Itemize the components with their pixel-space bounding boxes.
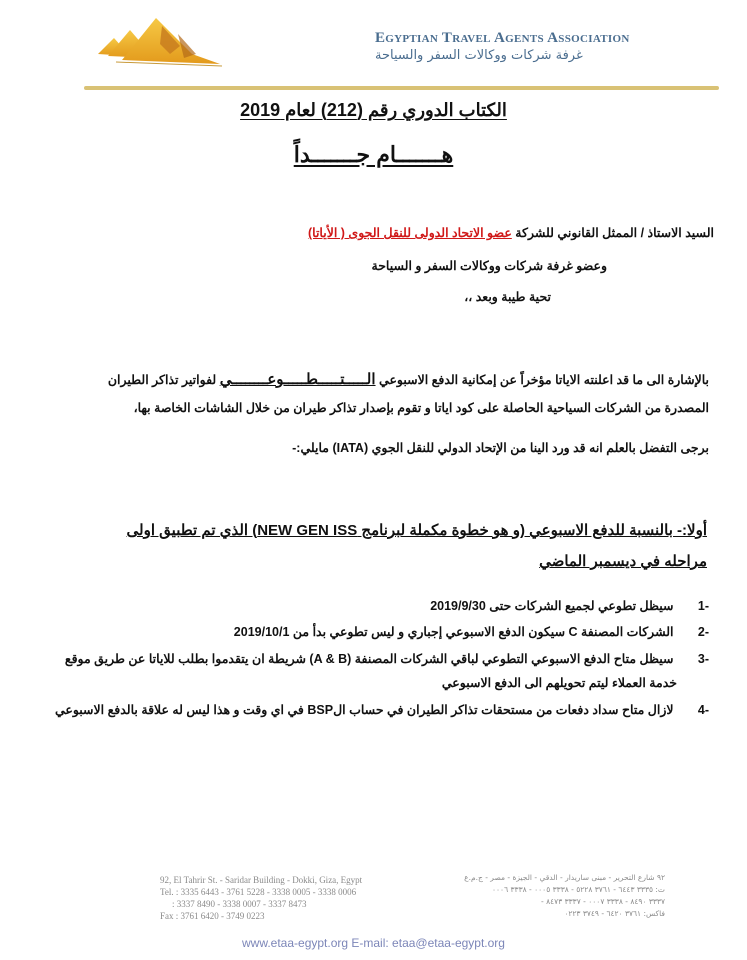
- footer-address-ar: ٩٢ شارع التحرير - مبنى ساريدار - الدقي - الجيزة - مصر - ج.م.ع: [464, 873, 665, 882]
- section-heading-line-1: أولا:- بالنسبة للدفع الاسبوعي (و هو خطوة مكملة لبرنامج NEW GEN ISS) الذي تم تطبيق اولى: [126, 522, 707, 539]
- list-item: [65, 651, 709, 666]
- item-text: الشركات المصنفة C سيكون الدفع الاسبوعي إجباري و ليس تطوعي بدأ من 2019/10/1: [233, 625, 674, 639]
- list-item-continuation: خدمة العملاء ليتم تحويلهم الى الدفع الاسبوعي: [441, 676, 677, 690]
- section-heading-line-2: مراحله في ديسمبر الماضي: [539, 553, 707, 570]
- list-item: [430, 598, 709, 613]
- p1-text-b: لفواتير تذاكر الطيران: [107, 373, 217, 387]
- importance-heading: هـــــــام جـــــــداً: [293, 142, 454, 167]
- iata-member-highlight: عضو الاتحاد الدولى للنقل الجوى ( الأياتا): [307, 226, 512, 240]
- greeting: تحية طيبة وبعد ،،: [464, 290, 551, 304]
- salutation-line-2: وعضو غرفة شركات ووكالات السفر و السياحة: [371, 259, 607, 273]
- item-number: -2: [697, 625, 709, 639]
- paragraph-1-line-2: المصدرة من الشركات السياحية الحاصلة على كود اياتا و تقوم بإصدار تذاكر طيران من خلال الشاشات الخاصة بها،: [133, 401, 709, 415]
- item-number: -3: [697, 652, 709, 666]
- footer-tel-en-2: : 3337 8490 - 3338 0007 - 3337 8473: [172, 899, 307, 909]
- pyramids-logo-icon: [96, 14, 231, 70]
- footer-web-email[interactable]: www.etaa-egypt.org E-mail: etaa@etaa-egypt.org: [242, 936, 505, 950]
- circular-title: الكتاب الدوري رقم (212) لعام 2019: [240, 100, 507, 120]
- item-text: سيظل متاح الدفع الاسبوعي التطوعي لباقي الشركات المصنفة (A & B) شريطة ان يتقدموا بطلب للاياتا عن طريق موقع: [64, 652, 674, 666]
- paragraph-2: برجى التفضل بالعلم انه قد ورد الينا من الإتحاد الدولي للنقل الجوي (IATA) مايلي:-: [292, 441, 709, 455]
- footer-tel-ar: ت: ٣٣٣٥ ٦٤٤٣ - ٣٧٦١ ٥٢٢٨ - ٣٣٣٨ ٠٠٠٥ - ٣٣٣٨ ٠٠٠٦: [492, 885, 665, 894]
- footer-fax-ar: فاكس: ٣٧٦١ ٦٤٢٠ - ٣٧٤٩ ٠٢٢٣: [564, 909, 665, 918]
- p1-text-a: بالإشارة الى ما قد اعلنته الاياتا مؤخراً عن إمكانية الدفع الاسبوعي: [379, 373, 709, 387]
- footer-tel-ar-2: ٣٣٣٧ ٨٤٩٠ - ٣٣٣٨ ٠٠٠٧ - ٣٣٣٧ ٨٤٧٣ -: [541, 897, 665, 906]
- list-item: [234, 624, 709, 639]
- footer-address-en: 92, El Tahrir St. - Saridar Building - Dokki, Giza, Egypt: [160, 875, 363, 885]
- footer-fax-en: Fax : 3761 6420 - 3749 0223: [160, 911, 265, 921]
- header-divider: [84, 86, 719, 90]
- footer-contact-ar: [440, 872, 665, 920]
- salutation-prefix: السيد الاستاذ / الممثل القانوني للشركة: [515, 226, 714, 240]
- list-item: [55, 702, 709, 717]
- voluntary-emphasis: الـــــتـــــطـــــوعــــــــي: [219, 371, 376, 388]
- salutation-line-1: [308, 225, 714, 240]
- item-text: لازال متاح سداد دفعات من مستحقات تذاكر الطيران في حساب الBSP في اي وقت و هذا ليس له علاقة بالدفع الاسبوعي: [54, 703, 674, 717]
- item-text: سيظل تطوعي لجميع الشركات حتى 2019/9/30: [430, 599, 674, 613]
- footer-tel-en: Tel. : 3335 6443 - 3761 5228 - 3338 0005 - 3338 0006: [160, 887, 357, 897]
- item-number: -4: [697, 703, 709, 717]
- org-name-en: Egyptian Travel Agents Association: [375, 30, 630, 46]
- org-name-ar: غرفة شركات ووكالات السفر والسياحة: [375, 48, 583, 63]
- footer-contact-en: [160, 874, 430, 922]
- paragraph-1-line-1: [108, 370, 709, 388]
- item-number: -1: [697, 599, 709, 613]
